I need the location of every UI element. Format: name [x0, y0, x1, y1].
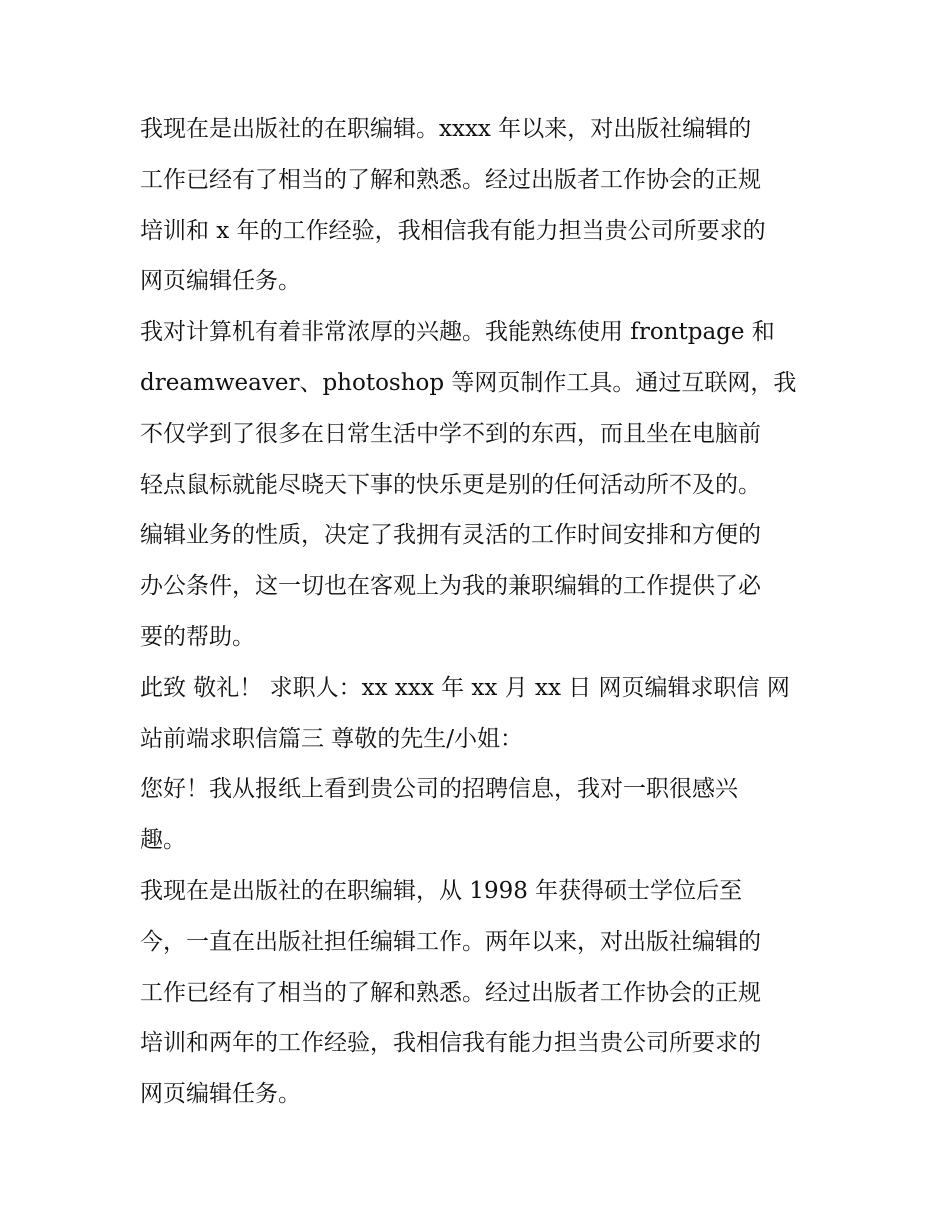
text-line: 不仅学到了很多在日常生活中学不到的东西，而且坐在电脑前 — [140, 420, 761, 447]
text-line: 我对计算机有着非常浓厚的兴趣。我能熟练使用 frontpage 和 — [140, 319, 775, 346]
text-line: dreamweaver、photoshop 等网页制作工具。通过互联网，我 — [140, 369, 797, 396]
text-line: 趣。 — [140, 827, 186, 854]
text-line: 我现在是出版社的在职编辑，从 1998 年获得硕士学位后至 — [140, 877, 743, 904]
text-line: 工作已经有了相当的了解和熟悉。经过出版者工作协会的正规 — [140, 166, 761, 193]
text-line: 站前端求职信篇三 尊敬的先生/小姐： — [140, 725, 524, 752]
text-line: 今，一直在出版社担任编辑工作。两年以来，对出版社编辑的 — [140, 928, 761, 955]
text-line: 您好！我从报纸上看到贵公司的招聘信息，我对一职很感兴 — [140, 776, 738, 803]
text-line: 网页编辑任务。 — [140, 1081, 301, 1108]
text-line: 办公条件，这一切也在客观上为我的兼职编辑的工作提供了必 — [140, 573, 761, 600]
text-line: 要的帮助。 — [140, 623, 255, 650]
text-line: 工作已经有了相当的了解和熟悉。经过出版者工作协会的正规 — [140, 979, 761, 1006]
text-line: 轻点鼠标就能尽晓天下事的快乐更是别的任何活动所不及的。 — [140, 471, 761, 498]
text-line: 网页编辑任务。 — [140, 268, 301, 295]
text-line: 培训和两年的工作经验，我相信我有能力担当贵公司所要求的 — [140, 1030, 761, 1057]
text-line: 我现在是出版社的在职编辑。xxxx 年以来，对出版社编辑的 — [140, 116, 752, 142]
document-body — [140, 104, 820, 1120]
text-line: 此致 敬礼！ 求职人：xx xxx 年 xx 月 xx 日 网页编辑求职信 网 — [140, 674, 790, 701]
text-line: 培训和 x 年的工作经验，我相信我有能力担当贵公司所要求的 — [140, 217, 766, 244]
text-line: 编辑业务的性质，决定了我拥有灵活的工作时间安排和方便的 — [140, 522, 761, 549]
